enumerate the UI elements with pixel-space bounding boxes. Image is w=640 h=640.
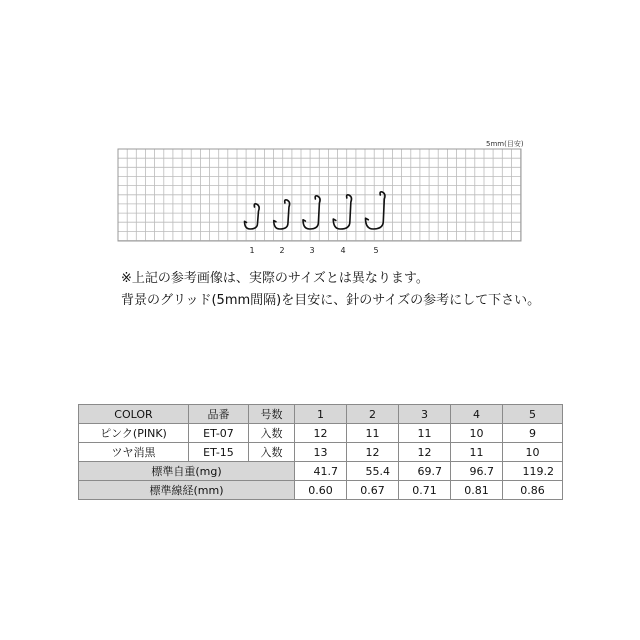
row-value: 9	[503, 424, 563, 443]
hook-3	[303, 196, 320, 229]
hook-number-5: 5	[373, 246, 379, 255]
row-value: 10	[503, 443, 563, 462]
row-color: ツヤ消黒	[79, 443, 189, 462]
row-value: 10	[451, 424, 503, 443]
hook-5	[366, 192, 385, 229]
header-size-4: 4	[451, 405, 503, 424]
diameter-value: 0.60	[295, 481, 347, 500]
diameter-value: 0.71	[399, 481, 451, 500]
hook-drawings	[245, 192, 385, 229]
header-size-5: 5	[503, 405, 563, 424]
table-row-weight	[79, 462, 563, 481]
weight-value: 96.7	[451, 462, 503, 481]
table-row-diameter	[79, 481, 563, 500]
hook-number-2: 2	[279, 246, 285, 255]
hook-number-4: 4	[340, 246, 346, 255]
header-size-2: 2	[347, 405, 399, 424]
weight-value: 119.2	[503, 462, 563, 481]
row-value: 13	[295, 443, 347, 462]
row-value: 11	[399, 424, 451, 443]
weight-label: 標準自重(mg)	[79, 462, 295, 481]
header-size-1: 1	[295, 405, 347, 424]
row-code: ET-07	[189, 424, 249, 443]
row-value: 12	[295, 424, 347, 443]
hook-number-3: 3	[309, 246, 315, 255]
diameter-label: 標準線経(mm)	[79, 481, 295, 500]
spec-table	[78, 404, 563, 500]
header-size-3: 3	[399, 405, 451, 424]
hook-number-1: 1	[249, 246, 255, 255]
weight-value: 55.4	[347, 462, 399, 481]
row-value: 12	[347, 443, 399, 462]
diameter-value: 0.67	[347, 481, 399, 500]
header-color: COLOR	[79, 405, 189, 424]
row-value: 11	[451, 443, 503, 462]
weight-value: 69.7	[399, 462, 451, 481]
grid-background	[118, 149, 521, 241]
header-size: 号数	[249, 405, 295, 424]
header-product-code: 品番	[189, 405, 249, 424]
hook-4	[333, 195, 351, 229]
scale-label: 5mm(目安)	[486, 140, 524, 148]
table-row	[79, 443, 563, 462]
row-value: 12	[399, 443, 451, 462]
row-value: 11	[347, 424, 399, 443]
diameter-value: 0.86	[503, 481, 563, 500]
note-line-1: ※上記の参考画像は、実際のサイズとは異なります。	[121, 271, 429, 286]
row-color: ピンク(PINK)	[79, 424, 189, 443]
weight-value: 41.7	[295, 462, 347, 481]
diameter-value: 0.81	[451, 481, 503, 500]
table-header-row	[79, 405, 563, 424]
row-qty-label: 入数	[249, 424, 295, 443]
note-line-2: 背景のグリッド(5mm間隔)を目安に、針のサイズの参考にして下さい。	[121, 293, 541, 308]
row-qty-label: 入数	[249, 443, 295, 462]
hook-1	[245, 204, 260, 229]
row-code: ET-15	[189, 443, 249, 462]
table-row	[79, 424, 563, 443]
